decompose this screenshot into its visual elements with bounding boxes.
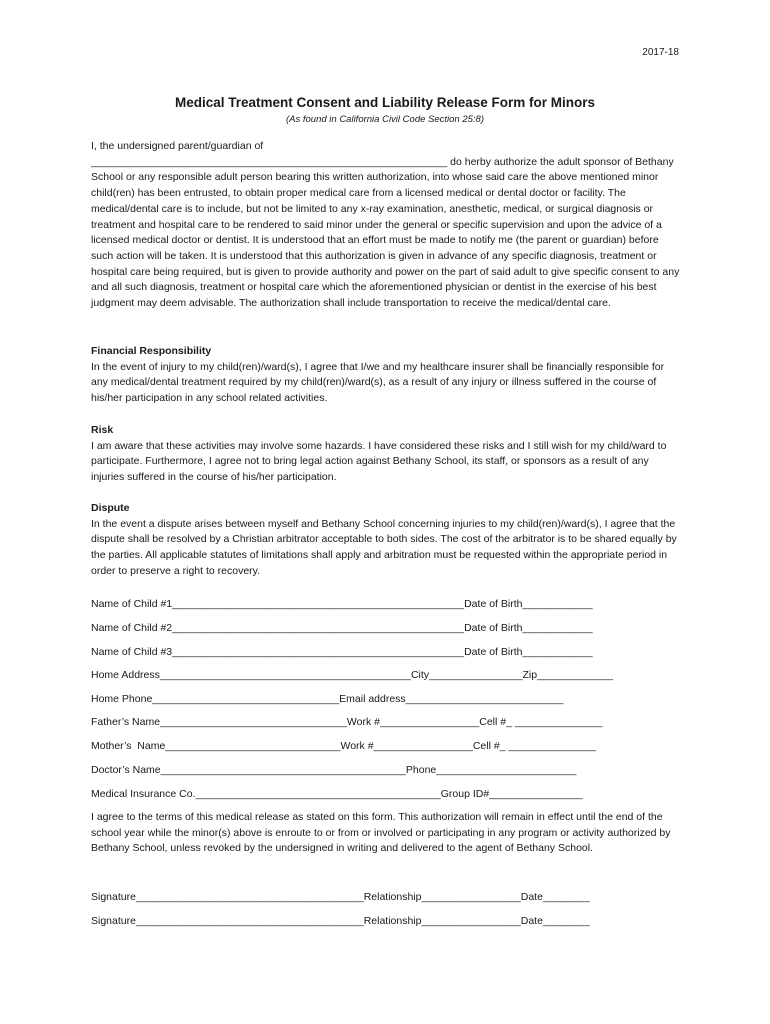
mother-field[interactable]: Mother’s Name______________________________Work #_________________Cell #_ _______________ xyxy=(91,740,597,752)
doctor-field[interactable]: Doctor’s Name__________________________________________Phone________________________ xyxy=(91,764,577,776)
dispute-text: In the event a dispute arises between myself and Bethany School concerning injuries to my child(ren)/ward(s), I agree that the dispute shall be resolved by a Christian arbitrator acceptable to both sides. The cost of the arbitrator is to be shared equally by the parties. All applicable statutes of limitations shall apply and arbitration must be requested within the appropriate period in order to preserve a right to recovery. xyxy=(91,517,677,577)
risk-section xyxy=(91,423,681,486)
financial-heading: Financial Responsibility xyxy=(91,345,212,357)
signature-field-1[interactable]: Signature_______________________________________Relationship_________________Date________ xyxy=(91,891,590,903)
financial-text: In the event of injury to my child(ren)/ward(s), I agree that I/we and my healthcare insurer shall be financially responsible for any medical/dental treatment required by my child(ren)/ward(s), as a result of any injury or illness suffered in the course of his/her participation in any school related activities. xyxy=(91,360,665,405)
closing-text: I agree to the terms of this medical release as stated on this form. This authorization will remain in effect until the end of the school year while the minor(s) above is enroute to or from or involved or participating in any program or activity authorized by Bethany School, unless revoked by the undersigned in writing and delivered to the agent of Bethany School. xyxy=(91,811,671,855)
form-subtitle: (As found in California Civil Code Section 25:8) xyxy=(285,114,484,125)
insurance-field[interactable]: Medical Insurance Co.__________________________________________Group ID#________________ xyxy=(91,788,583,800)
intro-body: _____________________________________________________________ do herby authorize the adult sponsor of Bethany School or any responsible adult person bearing this written authorization, into whose said care the above mentioned minor child(ren) has been entrusted, to obtain proper medical care from a licensed medical or dental doctor or facility. The medical/dental care is to include, but not be limited to any x-ray examination, anesthetic, medical, or surgical diagnosis or treatment and hospital care to be rendered to said minor under the general or specific supervision and upon the advice of a licensed medical doctor or dentist. It is understood that an effort must be made to notify me (the parent or guardian) before such action will be taken. It is understood that this authorization is given in advance of any specific diagnosis, treatment or hospital care being required, but is given to provide authority and power on the part of said adult to give specific consent to any and all such diagnosis, treatment or hospital care which the aforementioned physician or dentist in the exercise of his best judgment may deem advisable. The authorization shall include transportation to receive the medical/dental care. xyxy=(91,155,680,310)
dispute-heading: Dispute xyxy=(91,502,130,514)
risk-heading: Risk xyxy=(91,424,114,436)
financial-section xyxy=(91,344,681,407)
child1-field[interactable]: Name of Child #1__________________________________________________Date of Birth____________ xyxy=(91,598,593,610)
child2-field[interactable]: Name of Child #2__________________________________________________Date of Birth____________ xyxy=(91,622,593,634)
closing-paragraph xyxy=(91,810,681,857)
risk-text: I am aware that these activities may involve some hazards. I have considered these risks and I still wish for my child/ward to participate. Furthermore, I agree not to bring legal action against Bethany School, its staff, or sponsors as a result of any injuries suffered in the course of his/her participation. xyxy=(91,439,667,484)
signature-field-2[interactable]: Signature_______________________________________Relationship_________________Date________ xyxy=(91,915,590,927)
form-title: Medical Treatment Consent and Liability Release Form for Minors xyxy=(174,95,596,110)
home-phone-field[interactable]: Home Phone________________________________Email address___________________________ xyxy=(91,693,564,705)
intro-line: I, the undersigned parent/guardian of xyxy=(91,140,264,152)
school-year: 2017-18 xyxy=(642,47,679,58)
dispute-section xyxy=(91,501,681,580)
authorization-paragraph xyxy=(91,139,681,312)
home-address-field[interactable]: Home Address___________________________________________City________________Zip_____________ xyxy=(91,669,613,681)
child3-field[interactable]: Name of Child #3__________________________________________________Date of Birth____________ xyxy=(91,646,593,658)
father-field[interactable]: Father’s Name________________________________Work #_________________Cell #_ _______________ xyxy=(91,716,603,728)
